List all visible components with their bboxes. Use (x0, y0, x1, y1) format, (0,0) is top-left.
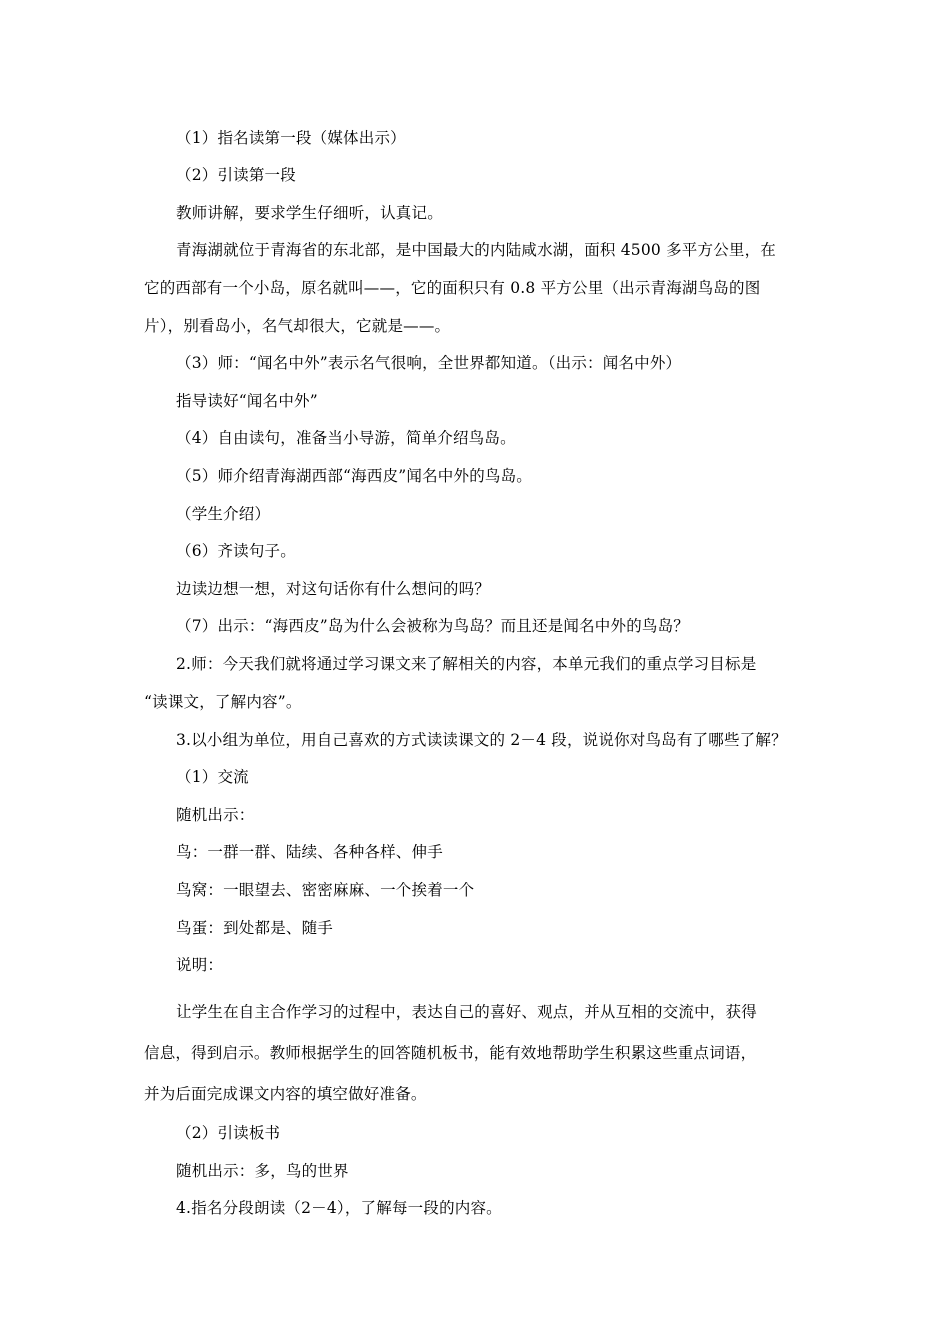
text-line-27: （2）引读板书 (176, 1124, 281, 1142)
text-line-21: 鸟窝：一眼望去、密密麻麻、一个挨着一个 (176, 881, 475, 899)
text-line-20: 鸟：一群一群、陆续、各种各样、伸手 (176, 843, 443, 861)
text-line-29: 4.指名分段朗读（2－4），了解每一段的内容。 (176, 1199, 502, 1217)
text-line-12: （6）齐读句子。 (176, 542, 296, 560)
text-line-7: （3）师：“闻名中外”表示名气很响，全世界都知道。（出示：闻名中外） (176, 354, 682, 372)
text-line-25: 信息，得到启示。教师根据学生的回答随机板书，能有效地帮助学生积累这些重点词语， (144, 1044, 757, 1062)
text-line-9: （4）自由读句，准备当小导游，简单介绍鸟岛。 (176, 429, 516, 447)
text-line-24: 让学生在自主合作学习的过程中，表达自己的喜好、观点，并从互相的交流中，获得 (176, 1003, 757, 1021)
text-line-1: （1）指名读第一段（媒体出示） (176, 129, 406, 147)
text-line-11: （学生介绍） (176, 505, 271, 523)
text-line-23: 说明： (176, 956, 224, 974)
text-line-10: （5）师介绍青海湖西部“海西皮”闻名中外的鸟岛。 (176, 467, 533, 485)
text-line-16: “读课文，了解内容”。 (144, 693, 302, 711)
text-line-8: 指导读好“闻名中外” (176, 392, 318, 410)
text-line-28: 随机出示：多，鸟的世界 (176, 1162, 349, 1180)
text-line-19: 随机出示： (176, 806, 255, 824)
text-line-26: 并为后面完成课文内容的填空做好准备。 (144, 1085, 427, 1103)
text-line-6: 片），别看岛小，名气却很大，它就是——。 (144, 317, 451, 335)
text-line-15: 2.师：今天我们就将通过学习课文来了解相关的内容，本单元我们的重点学习目标是 (176, 655, 757, 673)
text-line-22: 鸟蛋：到处都是、随手 (176, 919, 334, 937)
text-line-2: （2）引读第一段 (176, 166, 296, 184)
text-line-18: （1）交流 (176, 768, 249, 786)
text-line-13: 边读边想一想，对这句话你有什么想问的吗？ (176, 580, 491, 598)
text-line-4: 青海湖就位于青海省的东北部，是中国最大的内陆咸水湖，面积 4500 多平方公里，在 (176, 241, 777, 259)
text-line-3: 教师讲解，要求学生仔细听，认真记。 (176, 204, 443, 222)
text-line-14: （7）出示：“海西皮”岛为什么会被称为鸟岛？而且还是闻名中外的鸟岛？ (176, 617, 690, 635)
text-line-17: 3.以小组为单位，用自己喜欢的方式读读课文的 2－4 段，说说你对鸟岛有了哪些了解？ (176, 731, 787, 749)
text-line-5: 它的西部有一个小岛，原名就叫——，它的面积只有 0.8 平方公里（出示青海湖鸟岛的图 (144, 279, 761, 297)
